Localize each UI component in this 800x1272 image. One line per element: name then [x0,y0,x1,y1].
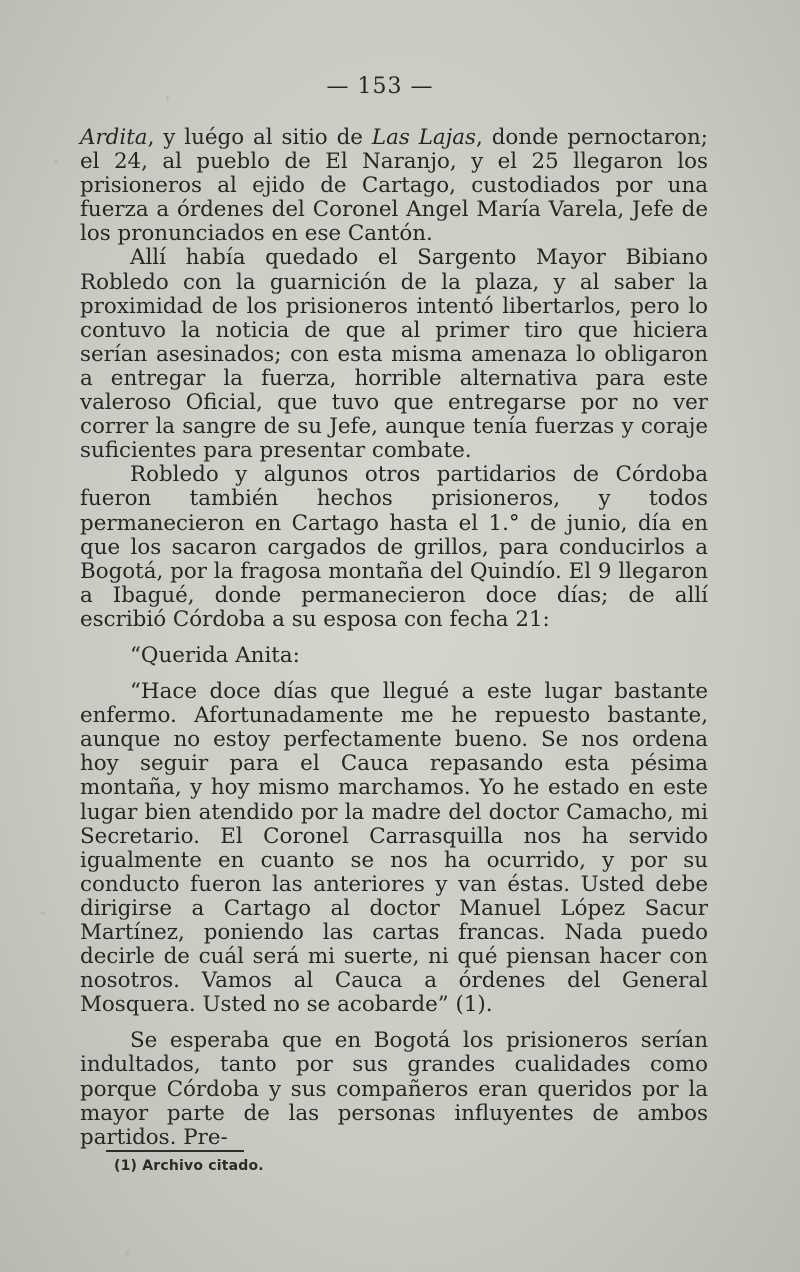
footnote-rule [106,1150,244,1152]
paragraph-robledo-guarnicion: Allí había quedado el Sargento Mayor Bibiano Robledo con la guarnición de la plaza, y al saber la proximidad de los prisioneros intentó libertarlos, pero lo contuvo la noticia de que al primer tiro que hiciera serían asesinados; con esta misma amenaza lo obligaron a entregar la fuerza, horrible alternativa para este valeroso Oficial, que tuvo que entregarse por no ver correr la sangre de su Jefe, aunque tenía fuerzas y coraje suficientes para presentar combate. [80,245,708,464]
paper-speck [40,912,45,915]
paragraph-prisioneros-cartago: Robledo y algunos otros partidarios de Córdoba fueron también hechos prisioneros, y todos permanecieron en Cartago hasta el 1.° de junio, día en que los sacaron cargados de grillos, para conducirlos a Bogotá, por la fragosa montaña del Quindío. El 9 llegaron a Ibagué, donde permanecieron doce días; de allí escribió Córdoba a su esposa con fecha 21: [80,462,708,632]
paper-speck [54,160,58,163]
paragraph-ardita: Ardita, y luégo al sitio de Las Lajas, donde pernoctaron; el 24, al pueblo de El Naranjo, y el 25 llegaron los prisioneros al ejido de Cartago, custodiados por una fuerza a órdenes del Coronel Angel María Varela, Jefe de los pronunciados en ese Cantón. [80,125,709,247]
letter-body: “Hace doce días que llegué a este lugar bastante enfermo. Afortunadamente me he repuesto bastante, aunque no estoy perfectamente bueno. Se nos ordena hoy seguir para el Cauca repasando esta pésima montaña, y hoy mismo marchamos. Yo he estado en este lugar bien atendido por la madre del doctor Camacho, mi Secretario. El Coronel Carrasquilla nos ha servido igualmente en cuanto se nos ha ocurrido, y por su conducto fueron las anteriores y van éstas. Usted debe dirigirse a Cartago al doctor Manuel López Sacur Martínez, poniendo las cartas francas. Nada puedo decirle de cuál será mi suerte, ni qué piensan hacer con nosotros. Vamos al Cauca a órdenes del General Mosquera. Usted no se acobarde” (1). [80,679,708,1018]
letter-salutation: “Querida Anita: [130,642,300,668]
paper-speck [166,96,169,101]
paragraph-indultados: Se esperaba que en Bogotá los prisioneros serían indultados, tanto por sus grandes cualidades como porque Córdoba y sus compañeros eran queridos por la mayor parte de las personas influyentes de ambos partidos. Pre- [80,1028,708,1150]
body-text [80,126,708,1150]
paper-speck [126,1250,129,1256]
footnote: (1) Archivo citado. [114,1158,264,1174]
page-number: — 153 — [326,74,434,99]
